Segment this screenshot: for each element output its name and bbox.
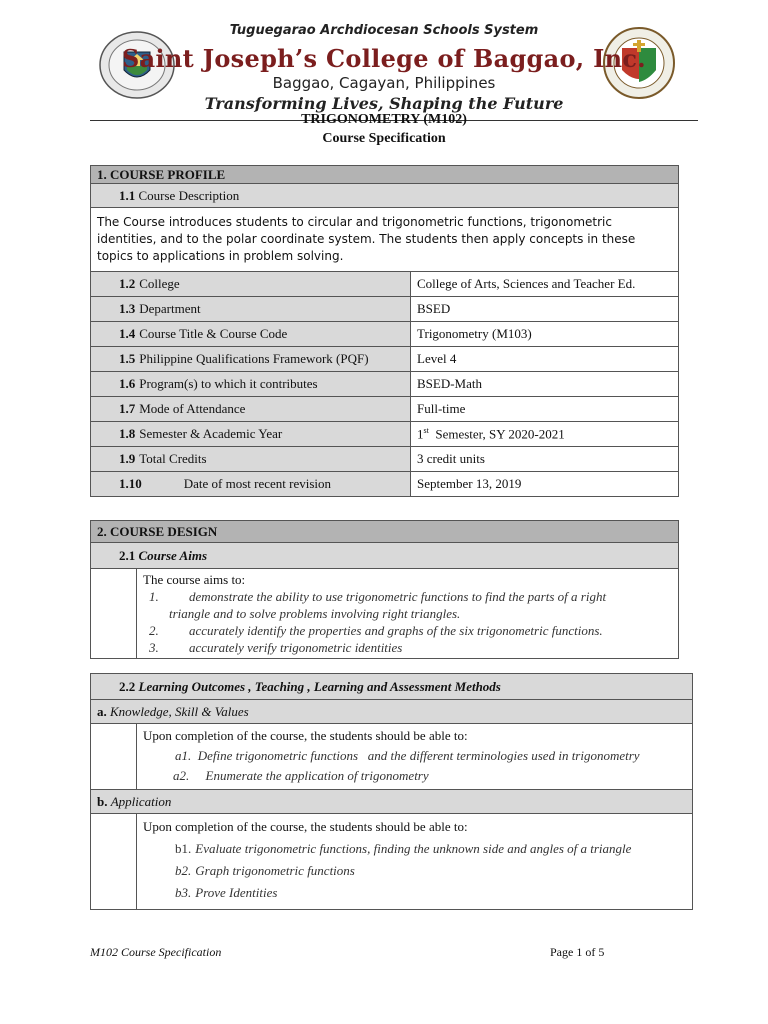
application-item-text: Graph trigonometric functions <box>195 863 355 878</box>
application-item <box>143 838 686 860</box>
application-letter: b. <box>97 793 108 809</box>
course-aim-number: 2. <box>149 623 159 638</box>
profile-row <box>91 397 679 422</box>
document-title: TRIGONOMETRY (M102) <box>301 112 467 127</box>
school-name: Saint Joseph’s College of Baggao, Inc. <box>122 44 646 73</box>
profile-row-num: 1.4 <box>119 326 136 341</box>
profile-row-label-cell <box>91 297 411 322</box>
profile-row-value-cell <box>411 372 679 397</box>
course-aims-intro: The course aims to: <box>143 572 246 587</box>
knowledge-content <box>137 724 693 790</box>
profile-row-num: 1.8 <box>119 426 136 441</box>
course-aims-label-cell <box>91 543 679 569</box>
profile-row-value: BSED <box>417 301 451 316</box>
application-item-text: Prove Identities <box>195 885 278 900</box>
course-aim-item <box>143 639 672 656</box>
profile-row-label-cell <box>91 372 411 397</box>
knowledge-item: a2. Enumerate the application of trigonometry <box>173 768 429 783</box>
profile-row-num: 1.9 <box>119 451 136 466</box>
application-item-number: b2. <box>175 863 192 878</box>
application-item <box>143 882 686 904</box>
profile-row-value-ordinal: 1 <box>417 426 424 442</box>
knowledge-letter: a. <box>97 703 107 719</box>
profile-row-value-cell <box>411 347 679 372</box>
profile-row-label-cell <box>91 347 411 372</box>
knowledge-item: a1. Define trigonometric functions and the different terminologies used in trigonometry <box>175 748 640 763</box>
course-aim-number: 3. <box>149 640 159 655</box>
application-item-number: b1. <box>175 841 192 856</box>
course-profile-heading: 1. COURSE PROFILE <box>91 166 679 184</box>
profile-row <box>91 347 679 372</box>
profile-row-label: College <box>139 276 180 291</box>
profile-row-label-cell <box>91 422 411 447</box>
learning-outcomes-num: 2.2 <box>119 678 136 694</box>
profile-row-value: 3 credit units <box>417 451 485 466</box>
profile-row-value: Level 4 <box>417 351 457 366</box>
profile-row-value-cell <box>411 447 679 472</box>
profile-row-num: 1.6 <box>119 376 136 391</box>
profile-row-label-cell <box>91 447 411 472</box>
course-description-num: 1.1 <box>119 187 136 203</box>
application-item <box>143 860 686 882</box>
knowledge-heading-cell <box>91 700 693 724</box>
learning-outcomes-heading-cell <box>91 674 693 700</box>
profile-row-value: Full-time <box>417 401 466 416</box>
course-description-label: Course Description <box>138 187 240 203</box>
course-aim-text: accurately identify the properties and graphs of the six trigonometric functions. <box>189 623 603 638</box>
knowledge-spacer <box>91 724 137 790</box>
document-subtitle: Course Specification <box>322 131 446 146</box>
profile-row-label: Program(s) to which it contributes <box>139 376 318 391</box>
profile-row-num: 1.3 <box>119 301 136 316</box>
profile-row <box>91 372 679 397</box>
profile-row-label: Semester & Academic Year <box>139 426 283 441</box>
profile-row-label: Total Credits <box>139 451 207 466</box>
profile-row-num: 1.10 <box>119 476 142 491</box>
profile-row-value-cell <box>411 297 679 322</box>
profile-row-value: September 13, 2019 <box>417 476 522 491</box>
profile-row-label: Mode of Attendance <box>139 401 246 416</box>
profile-row-num: 1.7 <box>119 401 136 416</box>
profile-row-label-cell <box>91 272 411 297</box>
profile-row-value-cell <box>411 397 679 422</box>
course-aim-continuation: triangle and to solve problems involving right triangles. <box>169 606 461 621</box>
footer-document-name: M102 Course Specification <box>90 945 222 959</box>
profile-row-value-cell <box>411 472 679 497</box>
profile-row <box>91 447 679 472</box>
profile-row-value-cell <box>411 322 679 347</box>
profile-row-value: College of Arts, Sciences and Teacher Ed. <box>417 276 636 291</box>
profile-row-label: Department <box>139 301 201 316</box>
profile-row-value: BSED-Math <box>417 376 482 391</box>
profile-row <box>91 297 679 322</box>
school-system-name: Tuguegarao Archdiocesan Schools System <box>229 23 539 38</box>
course-description-text: The Course introduces students to circular and trigonometric functions, trigonometric identities, and to the polar coordinate system. The students then apply concepts in these topics to applications in problem solving. <box>91 208 679 272</box>
profile-row-num: 1.5 <box>119 351 136 366</box>
profile-row-value-suffix: st <box>423 425 429 435</box>
profile-row-value-cell <box>411 272 679 297</box>
course-design-table <box>90 520 679 659</box>
course-aims-list <box>143 588 672 656</box>
knowledge-intro: Upon completion of the course, the students should be able to: <box>143 728 468 743</box>
application-list <box>143 838 686 904</box>
application-label: Application <box>110 793 172 809</box>
profile-row-value: Semester, SY 2020-2021 <box>428 426 565 442</box>
application-item-text: Evaluate trigonometric functions, finding the unknown side and angles of a triangle <box>195 841 632 856</box>
learning-outcomes-heading: Learning Outcomes , Teaching , Learning and Assessment Methods <box>138 678 501 694</box>
course-aims-num: 2.1 <box>119 547 136 563</box>
course-aim-item <box>143 622 672 639</box>
course-aim-number: 1. <box>149 589 159 604</box>
school-location: Baggao, Cagayan, Philippines <box>272 74 496 92</box>
application-content <box>137 814 693 910</box>
profile-row-label-cell <box>91 472 411 497</box>
school-motto: Transforming Lives, Shaping the Future <box>204 94 564 113</box>
course-aims-content <box>137 569 679 659</box>
course-aims-label: Course Aims <box>138 547 208 563</box>
profile-row-label-cell <box>91 322 411 347</box>
profile-row-label: Date of most recent revision <box>183 476 332 491</box>
knowledge-label: Knowledge, Skill & Values <box>110 703 249 719</box>
profile-row-label: Course Title & Course Code <box>139 326 288 341</box>
profile-row-label-cell <box>91 397 411 422</box>
profile-row <box>91 322 679 347</box>
course-aims-spacer <box>91 569 137 659</box>
course-profile-table <box>90 165 679 497</box>
application-heading-cell <box>91 790 693 814</box>
course-aim-item <box>143 588 672 605</box>
profile-row-value-cell <box>411 422 679 447</box>
profile-row-num: 1.2 <box>119 276 136 291</box>
application-intro: Upon completion of the course, the students should be able to: <box>143 819 468 834</box>
profile-row-label: Philippine Qualifications Framework (PQF) <box>139 351 369 366</box>
profile-row-value: Trigonometry (M103) <box>417 326 532 341</box>
application-item-number: b3. <box>175 885 192 900</box>
course-aim-text: accurately verify trigonometric identities <box>189 640 403 655</box>
footer-page-number: Page 1 of 5 <box>550 945 605 959</box>
profile-row <box>91 422 679 447</box>
profile-row <box>91 472 679 497</box>
learning-outcomes-table <box>90 673 693 910</box>
course-design-heading: 2. COURSE DESIGN <box>91 521 679 543</box>
course-aim-text: demonstrate the ability to use trigonometric functions to find the parts of a right <box>189 589 607 604</box>
course-description-label-cell <box>91 184 679 208</box>
profile-row <box>91 272 679 297</box>
application-spacer <box>91 814 137 910</box>
